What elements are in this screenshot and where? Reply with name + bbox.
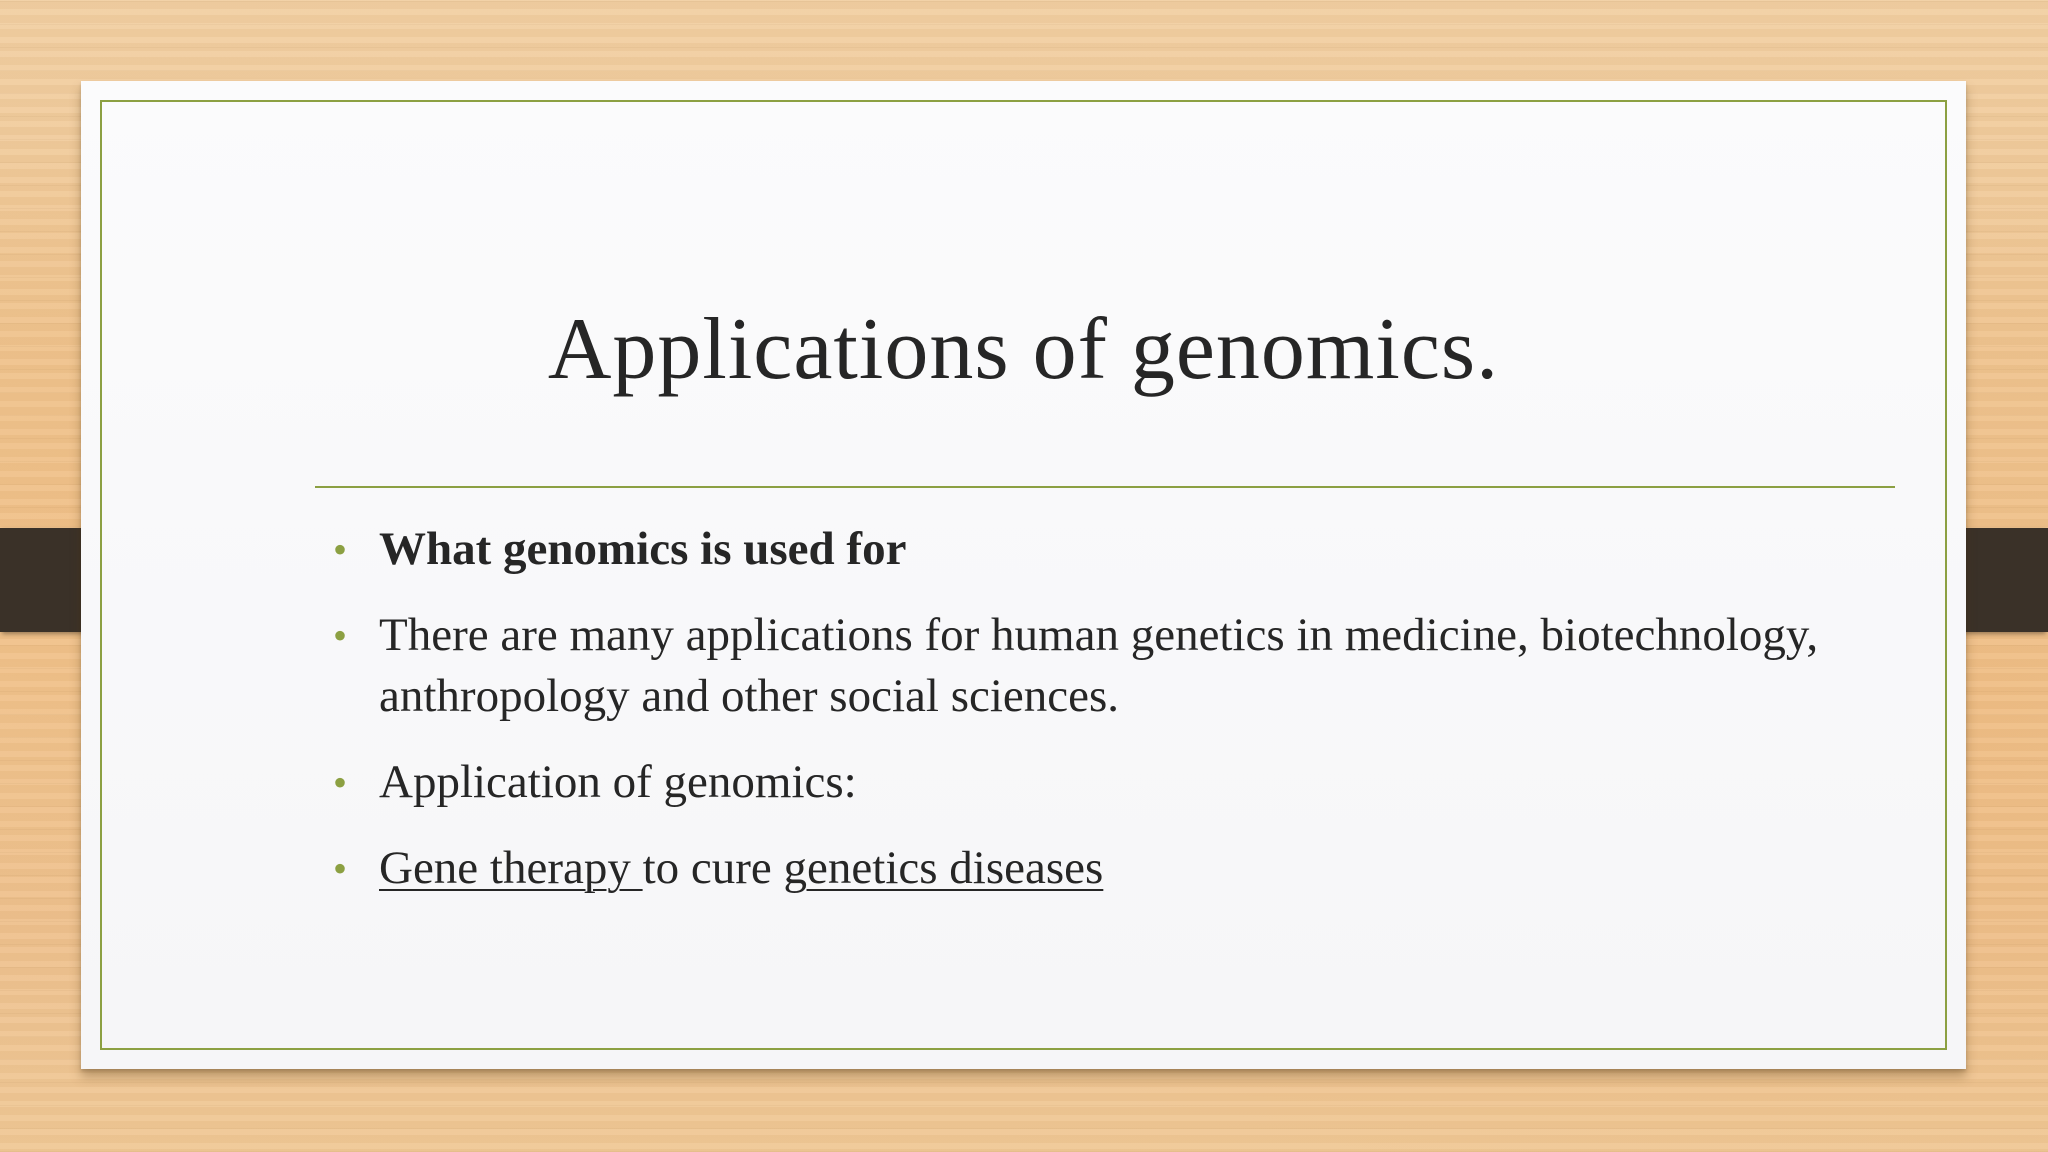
bullet-item-applications [331,605,1911,727]
bullet-item-used-for [331,519,1911,580]
bullet-item-application-of-genomics [331,752,1911,813]
bullet-icon: • [333,846,348,891]
slide-card [81,81,1966,1069]
title-divider [315,486,1895,488]
bullet-icon: • [333,613,348,658]
bullet-text: to cure [642,842,784,894]
bullet-text: Application of genomics: [379,756,857,808]
bullet-icon: • [333,527,348,572]
gene-therapy-link[interactable]: Gene therapy [379,842,643,894]
bullet-text: There are many applications for human genetics in medicine, biotechnology, anthropology and other social sciences. [379,609,1819,722]
bullet-list [331,519,1911,924]
bullet-text: What genomics is used for [379,523,907,575]
bullet-icon: • [333,760,348,805]
genetics-diseases-link[interactable]: genetics diseases [783,842,1104,894]
bullet-item-gene-therapy [331,838,1911,899]
slide-title: Applications of genomics. [547,301,1500,398]
